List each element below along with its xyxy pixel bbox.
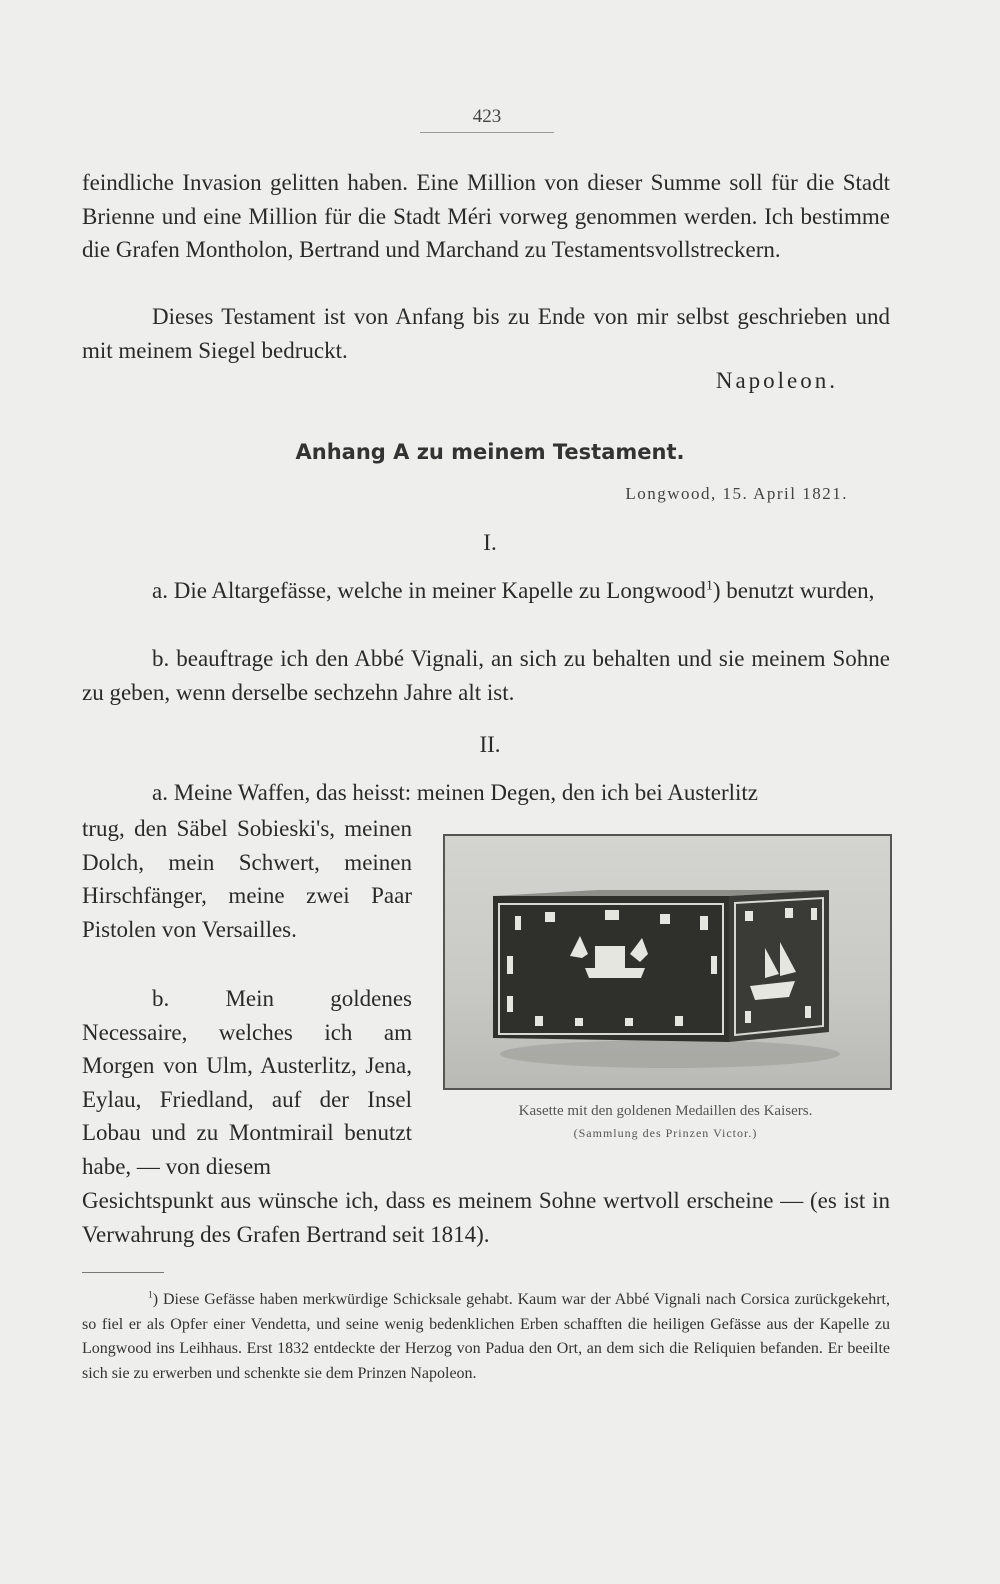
section-numeral-2: II. <box>479 732 501 757</box>
footnote <box>82 1288 890 1386</box>
casket-photograph <box>443 834 892 1090</box>
paragraph-testament-end: feindliche Invasion gelitten haben. Eine Million von dieser Summe soll für die Stadt Brienne und eine Million für die Stadt Méri vorweg genommen werden. Ich bestimme die Grafen Montholon, Bertrand und Marchand zu Testamentsvollstreckern. <box>82 170 890 262</box>
figure-credit: (Sammlung des Prinzen Victor.) <box>573 1126 758 1140</box>
footnote-reference: 1 <box>705 577 713 593</box>
paragraph-signed-statement: Dieses Testament ist von Anfang bis zu Ende von mir selbst geschrieben und mit meinem Siegel bedruckt. <box>82 304 890 363</box>
item-2b-wrapped: b. Mein goldenes Necessaire, welches ich am Morgen von Ulm, Austerlitz, Jena, Eylau, Friedland, auf der Insel Lobau und zu Montmirail benutzt habe, — von diesem <box>82 986 412 1179</box>
item-2b-continued: Gesichtspunkt aus wünsche ich, dass es meinem Sohne wertvoll erscheine — (es ist in Verwahrung des Grafen Bertrand seit 1814). <box>82 1188 890 1247</box>
page-number: 423 <box>472 106 502 127</box>
footnote-mark: 1 <box>148 1289 153 1301</box>
item-2a-wrapped: trug, den Säbel Sobieski's, meinen Dolch, mein Schwert, meinen Hirschfänger, meine zwei Paar Pistolen von Versailles. <box>82 816 412 942</box>
page-number-rule <box>420 132 554 133</box>
item-1a-text-continued: ) benutzt wurden, <box>712 578 875 603</box>
dateline: Longwood, 15. April 1821. <box>625 484 848 503</box>
item-1a-text: a. Die Altargefässe, welche in meiner Kapelle zu Longwood <box>152 578 706 603</box>
item-1a <box>82 574 890 608</box>
signature-napoleon: Napoleon. <box>715 368 838 393</box>
section-heading: Anhang A zu meinem Testament. <box>295 440 685 464</box>
figure-caption: Kasette mit den goldenen Medaillen des Kaisers. <box>518 1103 813 1119</box>
item-1b: b. beauftrage ich den Abbé Vignali, an sich zu behalten und sie meinem Sohne zu geben, wenn derselbe sechzehn Jahre alt ist. <box>82 646 890 705</box>
footnote-text: ) Diese Gefässe haben merkwürdige Schicksale gehabt. Kaum war der Abbé Vignali nach Corsica zurückgekehrt, so fiel er als Opfer einer Vendetta, und seine wenig bedenklichen Erben schafften die heiligen Gefässe aus der Kapelle zu Longwood ins Leihhaus. Erst 1832 entdeckte der Herzog von Padua den Ort, an dem sich die Reliquien befanden. Er beeilte sich sie zu erwerben und schenkte sie dem Prinzen Napoleon. <box>82 1291 890 1382</box>
item-2a-first-line: a. Meine Waffen, das heisst: meinen Degen, den ich bei Austerlitz <box>152 780 758 805</box>
section-numeral-1: I. <box>483 530 497 555</box>
footnote-rule <box>82 1272 164 1273</box>
casket-illustration <box>445 836 890 1088</box>
